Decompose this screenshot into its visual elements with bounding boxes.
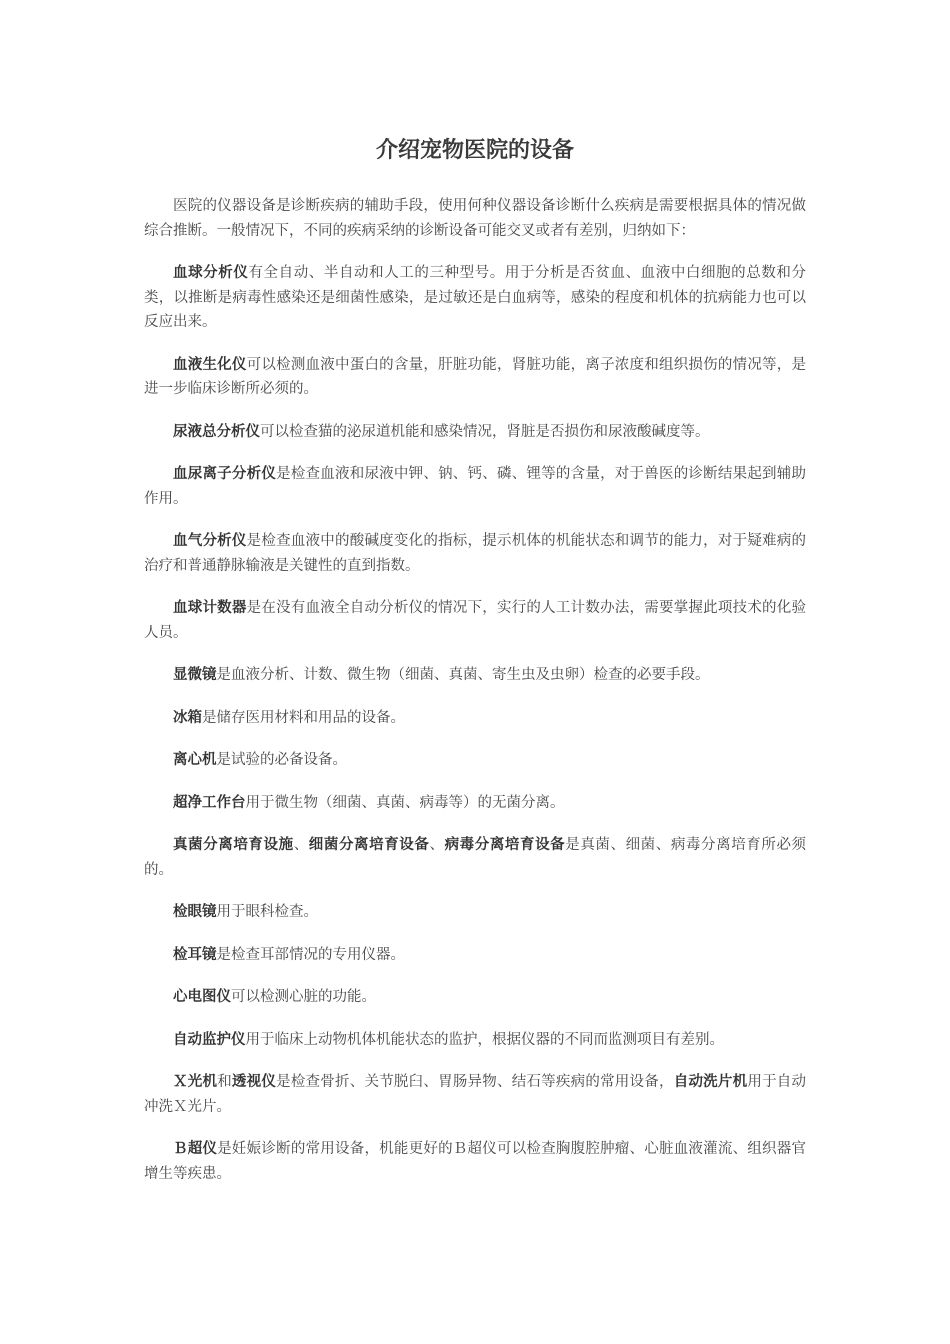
- equipment-paragraph: [144, 943, 806, 968]
- equipment-name: 尿液总分析仪: [173, 423, 260, 440]
- equipment-name: 检耳镜: [173, 946, 217, 963]
- equipment-paragraph: [144, 596, 806, 645]
- equipment-name: 心电图仪: [173, 989, 231, 1005]
- equipment-description: 、: [429, 837, 445, 853]
- equipment-paragraph: [144, 663, 806, 688]
- equipment-paragraph: [144, 1028, 806, 1053]
- equipment-name: 自动洗片机: [673, 1074, 748, 1090]
- equipment-paragraph: [144, 1137, 806, 1186]
- equipment-description: 用于临床上动物机体机能状态的监护，根据仪器的不同而监测项目有差别。: [245, 1031, 724, 1048]
- equipment-name: 真菌分离培育设施: [173, 837, 294, 853]
- equipment-name: Ｘ光机: [173, 1074, 218, 1090]
- equipment-name: 离心机: [173, 752, 217, 768]
- equipment-description: 和: [217, 1074, 232, 1090]
- equipment-paragraph: [144, 748, 806, 773]
- document-page: [144, 134, 806, 1204]
- equipment-description: 是真菌、细菌、病毒分离培育所必须的。: [144, 837, 807, 878]
- equipment-description: 可以检测心脏的功能。: [231, 989, 376, 1005]
- intro-paragraph: 医院的仪器设备是诊断疾病的辅助手段，使用何种仪器设备诊断什么疾病是需要根据具体的情况做综合推断。一般情况下，不同的疾病采纳的诊断设备可能交叉或者有差别，归纳如下：: [144, 198, 806, 239]
- equipment-description: 用于眼科检查。: [216, 904, 318, 920]
- equipment-name: 病毒分离培育设备: [444, 837, 566, 853]
- equipment-name: 冰箱: [173, 709, 202, 726]
- equipment-description: 是检查血液和尿液中钾、钠、钙、磷、锂等的含量，对于兽医的诊断结果起到辅助作用。: [144, 466, 807, 507]
- equipment-paragraph: [144, 353, 806, 402]
- equipment-paragraph: [144, 462, 806, 511]
- equipment-name: 超净工作台: [173, 794, 246, 811]
- equipment-description: 、: [293, 837, 309, 853]
- equipment-description: 是妊娠诊断的常用设备，机能更好的Ｂ超仪可以检查胸腹腔肿瘤、心脏血液灌流、组织器官增生等疾患。: [144, 1141, 807, 1182]
- equipment-paragraph: [144, 1070, 806, 1119]
- equipment-name: 透视仪: [231, 1074, 277, 1090]
- equipment-paragraph: [144, 900, 806, 925]
- equipment-list: [144, 261, 806, 1186]
- equipment-description: 有全自动、半自动和人工的三种型号。用于分析是否贫血、血液中白细胞的总数和分类，以推断是病毒性感染还是细菌性感染，是过敏还是白血病等，感染的程度和机体的抗病能力也可以反应出来。: [144, 265, 807, 330]
- document-title: 介绍宠物医院的设备: [375, 138, 574, 163]
- equipment-name: 血球计数器: [173, 600, 247, 616]
- equipment-name: 血尿离子分析仪: [173, 466, 277, 482]
- equipment-paragraph: [144, 833, 806, 882]
- equipment-description: 用于自动冲洗Ｘ光片。: [144, 1074, 807, 1115]
- equipment-description: 是在没有血液全自动分析仪的情况下，实行的人工计数办法，需要掌握此项技术的化验人员。: [144, 600, 807, 641]
- equipment-paragraph: [144, 706, 806, 731]
- equipment-paragraph: [144, 529, 806, 578]
- equipment-name: 自动监护仪: [173, 1031, 246, 1048]
- equipment-description: 是检查血液中的酸碱度变化的指标，提示机体的机能状态和调节的能力，对于疑难病的治疗和普通静脉输液是关键性的直到指数。: [144, 533, 807, 574]
- equipment-name: 细菌分离培育设备: [308, 837, 430, 853]
- equipment-description: 是检查耳部情况的专用仪器。: [216, 946, 405, 963]
- equipment-description: 是检查骨折、关节脱臼、胃肠异物、结石等疾病的常用设备，: [276, 1074, 674, 1090]
- equipment-description: 是血液分析、计数、微生物（细菌、真菌、寄生虫及虫卵）检查的必要手段。: [216, 667, 710, 683]
- equipment-description: 用于微生物（细菌、真菌、病毒等）的无菌分离。: [245, 794, 565, 811]
- equipment-paragraph: [144, 420, 806, 445]
- equipment-description: 是试验的必备设备。: [216, 752, 347, 768]
- equipment-name: 血球分析仪: [173, 265, 249, 281]
- equipment-name: 检眼镜: [173, 904, 217, 920]
- equipment-paragraph: [144, 261, 806, 335]
- equipment-description: 是储存医用材料和用品的设备。: [202, 709, 405, 726]
- equipment-name: 血液生化仪: [173, 356, 247, 373]
- equipment-paragraph: [144, 791, 806, 816]
- equipment-description: 可以检查猫的泌尿道机能和感染情况，肾脏是否损伤和尿液酸碱度等。: [260, 423, 710, 440]
- equipment-paragraph: [144, 985, 806, 1010]
- equipment-name: Ｂ超仪: [173, 1141, 218, 1157]
- equipment-name: 血气分析仪: [173, 533, 247, 549]
- equipment-description: 可以检测血液中蛋白的含量，肝脏功能，肾脏功能，离子浓度和组织损伤的情况等，是进一步临床诊断所必须的。: [144, 356, 807, 397]
- equipment-name: 显微镜: [173, 667, 217, 683]
